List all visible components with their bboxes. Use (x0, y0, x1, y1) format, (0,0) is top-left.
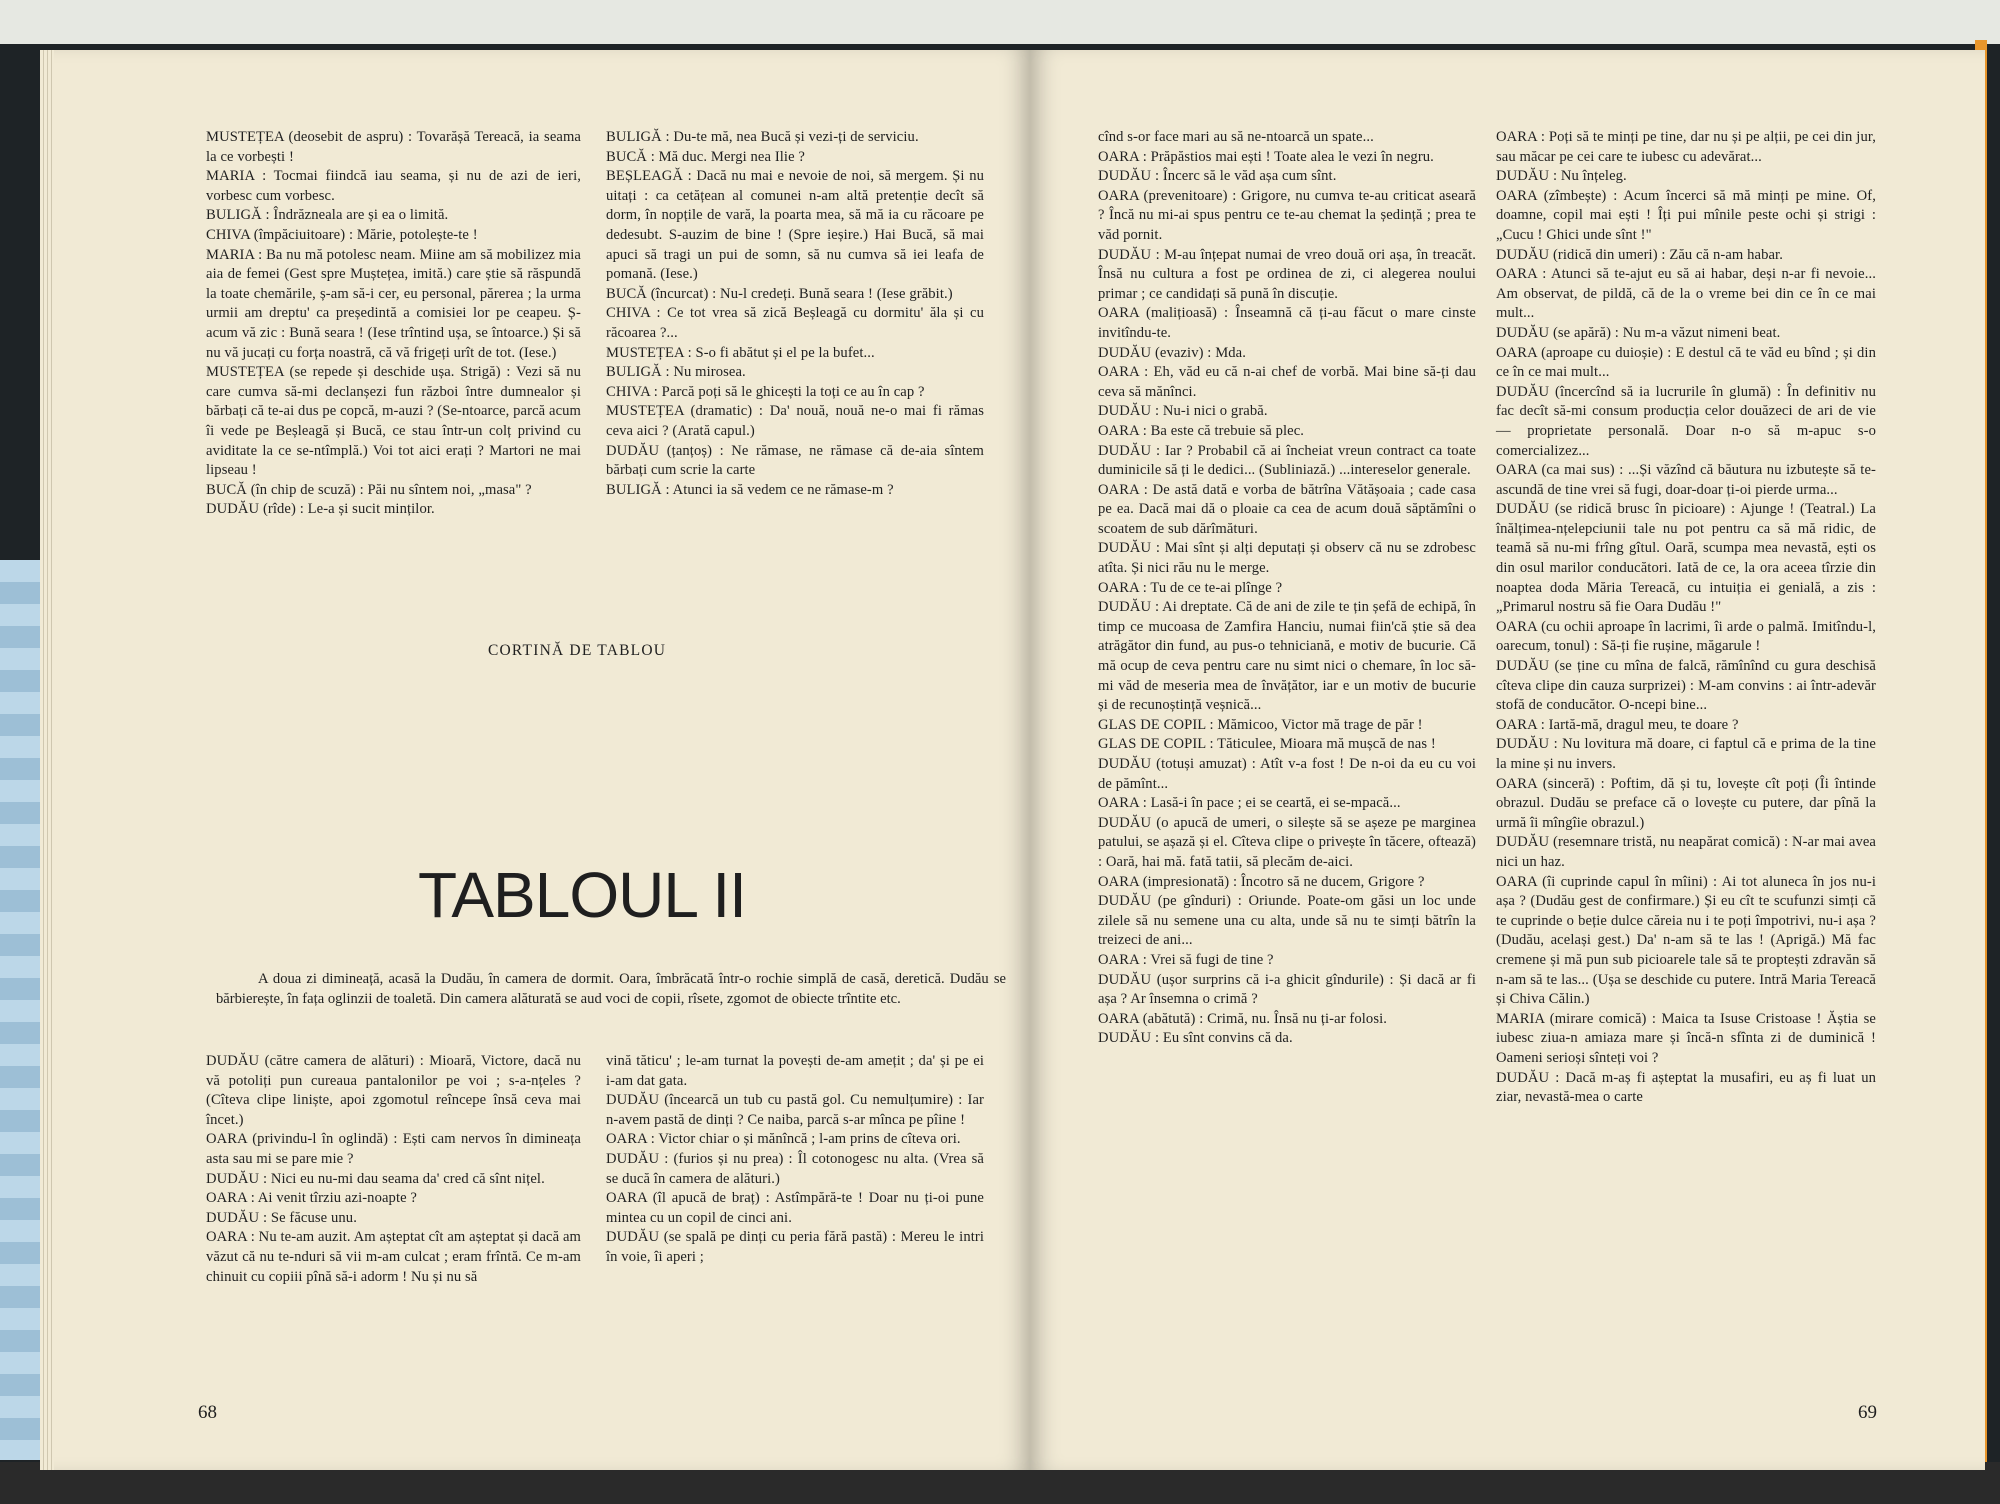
dialogue-line: DUDĂU (o apucă de umeri, o silește să se așeze pe marginea patului, se așază și el. Cîteva clipe o privește în tăcere, oftează) : Oară, hai mă. fată tatii, să plecăm de-aici. (1098, 814, 1476, 870)
left-col-3 (206, 1052, 581, 1287)
dialogue-line: DUDĂU (încearcă un tub cu pastă gol. Cu nemulțumire) : Iar n-avem pastă de dinți ? Ce naiba, parcă s-ar mînca pe pîine ! (606, 1092, 984, 1128)
dialogue-line: DUDĂU (ridică din umeri) : Zău că n-am habar. (1496, 246, 1783, 263)
dialogue-line: MUSTEȚEA : S-o fi abătut și el pe la bufet... (606, 344, 875, 361)
dialogue-line: DUDĂU : Nu lovitura mă doare, ci faptul că e prima de la tine la mine și nu invers. (1496, 736, 1876, 772)
page-edge-lines (40, 50, 54, 1470)
dialogue-line: DUDĂU (ușor surprins că i-a ghicit gîndurile) : Și dacă ar fi așa ? Ar însemna o crimă ? (1098, 971, 1476, 1008)
dialogue-line: vină tăticu' ; le-am turnat la povești de-am amețit ; da' și pe ei i-am dat gata. (606, 1053, 984, 1089)
stage-direction-intro: A doua zi dimineață, acasă la Dudău, în camera de dormit. Oara, îmbrăcată într-o rochie simplă de casă, deretică. Dudău se bărbierește, în fața oglinzii de toaletă. Din camera alăturată se aud voci de copii, rîsete, zgomot de obiecte trîntite etc. (216, 971, 1006, 1007)
dialogue-line: OARA (prevenitoare) : Grigore, nu cumva te-au criticat aseară ? Încă nu mi-ai spus pentru ce te-au chemat la ședință ; prea te văd pornit. (1098, 187, 1476, 243)
dialogue-line: GLAS DE COPIL : Mămicoo, Victor mă trage de păr ! (1098, 716, 1423, 733)
dialogue-line: OARA : Nu te-am auzit. Am așteptat cît am așteptat și dacă am văzut că nu te-nduri să vii m-am culcat ; eram frîntă. Ce m-am chinuit cu copiii pînă să-i adorm ! Nu și nu să (206, 1229, 581, 1285)
page-number: 68 (198, 1402, 217, 1423)
dialogue-line: DUDĂU (se apără) : Nu m-a văzut nimeni beat. (1496, 324, 1781, 341)
dialogue-line: BUCĂ (încurcat) : Nu-l credeți. Bună seara ! (Iese grăbit.) (606, 285, 953, 302)
dialogue-line: DUDĂU : Nu înțeleg. (1496, 168, 1627, 185)
dialogue-line: BULIGĂ : Îndrăzneala are și ea o limită. (206, 207, 449, 224)
dialogue-line: OARA : Ba este că trebuie să plec. (1098, 422, 1305, 439)
dialogue-line: DUDĂU : Încerc să le văd așa cum sînt. (1098, 168, 1337, 185)
dialogue-line: BEȘLEAGĂ : Dacă nu mai e nevoie de noi, să mergem. Și nu uitați : ca cetățean al comunei n-am altă pretenție decît să dorm, în nopțile de vară, la poarta mea, să mă ia cu răcoare pe dedesubt. S-auzim de bine ! (Spre ieșire.) Hai Bucă, să mai apuci să tragi un pui de somn, să nu cumva să iei leafa de pomană. (Iese.) (606, 168, 984, 283)
left-col-2 (606, 128, 984, 500)
dialogue-line: BUCĂ : Mă duc. Mergi nea Ilie ? (606, 148, 805, 165)
dialogue-line: BULIGĂ : Atunci ia să vedem ce ne rămase-m ? (606, 481, 894, 498)
dialogue-line: OARA (aproape cu duioșie) : E destul că te văd eu bînd ; și din ce în ce mai mult... (1496, 344, 1876, 381)
dialogue-line: BUCĂ (în chip de scuză) : Păi nu sîntem noi, „masa" ? (206, 481, 532, 498)
dialogue-line: GLAS DE COPIL : Tăticulee, Mioara mă mușcă de nas ! (1098, 736, 1436, 753)
dialogue-line: OARA (privindu-l în oglindă) : Ești cam nervos în dimineața asta sau mi se pare mie ? (206, 1131, 581, 1167)
dialogue-line: cînd s-or face mari au să ne-ntoarcă un spate... (1098, 129, 1374, 145)
left-col-1 (206, 128, 581, 520)
dialogue-line: DUDĂU (resemnare tristă, nu neapărat comică) : N-ar mai avea nici un haz. (1496, 834, 1876, 870)
dialogue-line: CHIVA (împăciuitoare) : Mărie, potolește-te ! (206, 226, 478, 243)
dialogue-line: CHIVA : Ce tot vrea să zică Beșleagă cu dormitu' ăla și cu răcoarea ?... (606, 305, 984, 341)
dialogue-line: DUDĂU : (furios și nu prea) : Îl cotonogesc nu alta. (Vrea să se ducă în camera de alături.) (606, 1150, 984, 1187)
dialogue-line: OARA (îi cuprinde capul în mîini) : Ai tot aluneca în jos nu-i așa ? (Dudău gest de confirmare.) Și eu cît te scufunzi simți că te cuprinde o beție dulce căreia nu i te poți împotrivi, nu-i așa ? (Dudău, același gest.) Da' n-am să te las ! (Aprigă.) Mă fac cremene și mă pun sub picioarele tale să te proptești zdravăn să n-am să te las... (Ușa se deschide cu putere. Intră Maria Tereacă și Chiva Călin.) (1496, 873, 1876, 1008)
dialogue-line: OARA (sinceră) : Poftim, dă și tu, lovește cît poți (Îi întinde obrazul. Dudău se preface că o lovește cu putere, dar pînă la urmă îi mîngîie obrazul.) (1496, 775, 1876, 831)
dialogue-line: BULIGĂ : Nu mirosea. (606, 364, 746, 381)
dialogue-line: DUDĂU : Se făcuse unu. (206, 1209, 357, 1226)
right-col-1 (1098, 128, 1476, 1049)
dialogue-line: OARA : Ai venit tîrziu azi-noapte ? (206, 1190, 418, 1207)
dialogue-line: MUSTEȚEA (dramatic) : Da' nouă, nouă ne-o mai fi rămas ceva aici ? (Arată capul.) (606, 403, 984, 439)
dialogue-line: OARA : Victor chiar o și mănîncă ; l-am prins de cîteva ori. (606, 1131, 961, 1148)
dialogue-line: DUDĂU (se ridică brusc în picioare) : Ajunge ! (Teatral.) La înălțimea-nțelepciunii tale nu pot pentru ca să mă ridic, de teamă să nu-mi frîng gîtul. Oară, scumpa mea nevastă, ești os din osul marilor conducători. Iată de ce, la ora aceea tîrzie din noaptea doda Măria Tereacă, cu intuiția ei genială, a zis : „Primarul nostru să fie Oara Dudău !" (1496, 501, 1876, 616)
dialogue-line: DUDĂU : Iar ? Probabil că ai încheiat vreun contract ca toate duminicile să ți le dedici... (Subliniază.) ...intereselor generale. (1098, 442, 1476, 479)
dialogue-line: OARA (abătută) : Crimă, nu. Însă nu ți-ar folosi. (1098, 1010, 1388, 1027)
background-top (0, 0, 2000, 50)
dialogue-line: DUDĂU (evaziv) : Mda. (1098, 344, 1246, 361)
dialogue-line: OARA : Vrei să fugi de tine ? (1098, 951, 1274, 968)
dialogue-line: OARA (ca mai sus) : ...Și văzînd că băutura nu izbutește să te-ascundă de tine vrei să fugi, doar-doar ți-oi pierde urma... (1496, 462, 1876, 498)
dialogue-line: OARA (impresionată) : Încotro să ne ducem, Grigore ? (1098, 873, 1425, 890)
dialogue-line: DUDĂU (încercînd să ia lucrurile în glumă) : În definitiv nu fac decît să-mi consum producția celor douăzeci de ari de vie — proprietate personală. Doar n-o să m-apuc s-o comercializez... (1496, 383, 1876, 459)
dialogue-line: CHIVA : Parcă poți să le ghicești la toți ce au în cap ? (606, 383, 925, 400)
dialogue-line: DUDĂU (țanțoș) : Ne rămase, ne rămase că de-aia sîntem bărbați cum scrie la carte (606, 442, 984, 479)
left-col-4 (606, 1052, 984, 1268)
dialogue-line: MARIA : Tocmai fiindcă iau seama, și nu de azi de ieri, vorbesc cum vorbesc. (206, 168, 581, 204)
scene-title: TABLOUL II (418, 859, 746, 931)
dialogue-line: DUDĂU (pe gînduri) : Oriunde. Poate-om găsi un loc unde zilele să nu semene una cu alta, unde să nu te simți bătrîn la treizeci de ani... (1098, 893, 1476, 949)
dialogue-line: OARA : Iartă-mă, dragul meu, te doare ? (1496, 716, 1739, 733)
dialogue-line: OARA : Eh, văd eu că n-ai chef de vorbă. Mai bine să-ți dau ceva să mănînci. (1098, 364, 1476, 400)
dialogue-line: MARIA (mirare comică) : Maica ta Isuse Cristoase ! Ăștia se iubesc ziua-n amiaza mare și încă-n sfînta zi de duminică ! Oameni serioși sînteți voi ? (1496, 1010, 1876, 1066)
dialogue-line: DUDĂU (se spală pe dinți cu peria fără pastă) : Mereu le intri în voie, îi aperi ; (606, 1229, 984, 1265)
dialogue-line: MUSTEȚEA (deosebit de aspru) : Tovarășă Tereacă, ia seama la ce vorbești ! (206, 129, 581, 165)
dialogue-line: DUDĂU : M-au înțepat numai de vreo două ori așa, în treacăt. Însă nu cultura a fost pe ordinea de zi, ci alegerea noului primar ; ce candidați să pună în discuție. (1098, 246, 1476, 302)
dialogue-line: DUDĂU (totuși amuzat) : Atît v-a fost ! De n-oi da eu cu voi de pămînt... (1098, 756, 1476, 792)
right-col-2 (1496, 128, 1876, 1108)
curtain-caption: CORTINĂ DE TABLOU (488, 642, 667, 659)
page-number: 69 (1858, 1402, 1877, 1423)
dialogue-line: OARA : Atunci să te-ajut eu să ai habar, deși n-ar fi nevoie... Am observat, de pildă, că de la o vreme bei din ce în ce mai mult... (1496, 266, 1876, 322)
left-page (40, 50, 1030, 1470)
dialogue-line: OARA : Lasă-i în pace ; ei se ceartă, ei se-mpacă... (1098, 795, 1401, 812)
dialogue-line: OARA : Prăpăstios mai ești ! Toate alea le vezi în negru. (1098, 148, 1434, 165)
dialogue-line: OARA (malițioasă) : Înseamnă că ți-au făcut o mare cinste invitîndu-te. (1098, 305, 1476, 341)
dialogue-line: OARA (zîmbește) : Acum încerci să mă minți pe mine. Of, doamne, copil mai ești ! Îți pui mînile peste ochi și strigi : „Cucu ! Ghici unde sînt !" (1496, 187, 1876, 243)
dialogue-line: DUDĂU : Ai dreptate. Că de ani de zile te țin șefă de echipă, în timp ce mucoasa de Zamfira Hanciu, numai fiin'că știe să dea atrăgător din fund, au pus-o tehniciană, e motiv de bucurie. Că mă ocup de ceva pentru care nu simt nici o chemare, în loc să-mi văd de meseria mea de învățător, iar e un motiv de bucurie și de recunoștință veșnică... (1098, 599, 1476, 714)
dialogue-line: OARA (îl apucă de braț) : Astîmpără-te ! Doar nu ți-oi pune mintea cu un copil de cinci ani. (606, 1190, 984, 1226)
dialogue-line: OARA : Tu de ce te-ai plînge ? (1098, 579, 1283, 596)
dialogue-line: OARA : De astă dată e vorba de bătrîna Vătășoaia ; cade casa pe ea. Dacă mai dă o ploaie ca cea de acum două săptămîni o scoatem de sub dărîmături. (1098, 481, 1476, 537)
dialogue-line: BULIGĂ : Du-te mă, nea Bucă și vezi-ți de serviciu. (606, 129, 919, 145)
right-page (1030, 50, 1985, 1470)
dialogue-line: DUDĂU : Dacă m-aș fi așteptat la musafiri, eu aș fi luat un ziar, nevastă-mea o carte (1496, 1069, 1876, 1106)
dialogue-line: DUDĂU (rîde) : Le-a și sucit minților. (206, 501, 435, 518)
dialogue-line: DUDĂU (către camera de alături) : Mioară, Victore, dacă nu vă potoliți pun cureaua pantalonilor pe voi ; s-a-nțeles ? (Cîteva clipe liniște, apoi zgomotul reîncepe însă ceva mai încet.) (206, 1053, 581, 1128)
dialogue-line: DUDĂU : Mai sînt și alți deputați și observ că nu se zdrobesc atîta. Și nici rău nu le merge. (1098, 540, 1476, 577)
dialogue-line: MARIA : Ba nu mă potolesc neam. Miine am să mobilizez mia aia de femei (Gest spre Muștețea, imită.) care știe să răspundă la toate chemările, ș-am să-i cer, eu personal, părerea ; la urma urmii am dreptu' ca președintă a comisiei lor pe ceapeu. Ș-acum vă zic : Bună seara ! (Iese trîntind ușa, se întoarce.) Și să nu vă jucați cu forța noastră, că vă frigeți urît de tot. (Iese.) (206, 246, 581, 361)
dialogue-line: MUSTEȚEA (se repede și deschide ușa. Strigă) : Vezi să nu care cumva să-mi declanșezi fun război între dumnealor și bărbați că te-ai dus pe copcă, m-auzi ? (Se-ntoarce, parcă acum îi vede pe Beșleagă și Bucă, ce stau într-un colț privind cu aviditate la ce se-ntîmplă.) Voi tot aici erați ? Martori ne mai lipseau ! (206, 364, 581, 479)
dialogue-line: DUDĂU (se ține cu mîna de falcă, rămînînd cu gura deschisă cîteva clipe din cauza surprizei) : M-am convins : ai într-adevăr stofă de conducător. O-ncepi bine... (1496, 658, 1876, 714)
dialogue-line: DUDĂU : Nici eu nu-mi dau seama da' cred că sînt nițel. (206, 1170, 545, 1187)
dialogue-line: DUDĂU : Nu-i nici o grabă. (1098, 403, 1268, 420)
dialogue-line: OARA : Poți să te minți pe tine, dar nu și pe alții, pe cei din jur, sau măcar pe cei care te iubesc cu adevărat... (1496, 129, 1876, 165)
dialogue-line: DUDĂU : Eu sînt convins că da. (1098, 1030, 1293, 1047)
dialogue-line: OARA (cu ochii aproape în lacrimi, îi arde o palmă. Imitîndu-l, oarecum, tonul) : Să-ți fie rușine, măgarule ! (1496, 618, 1876, 655)
